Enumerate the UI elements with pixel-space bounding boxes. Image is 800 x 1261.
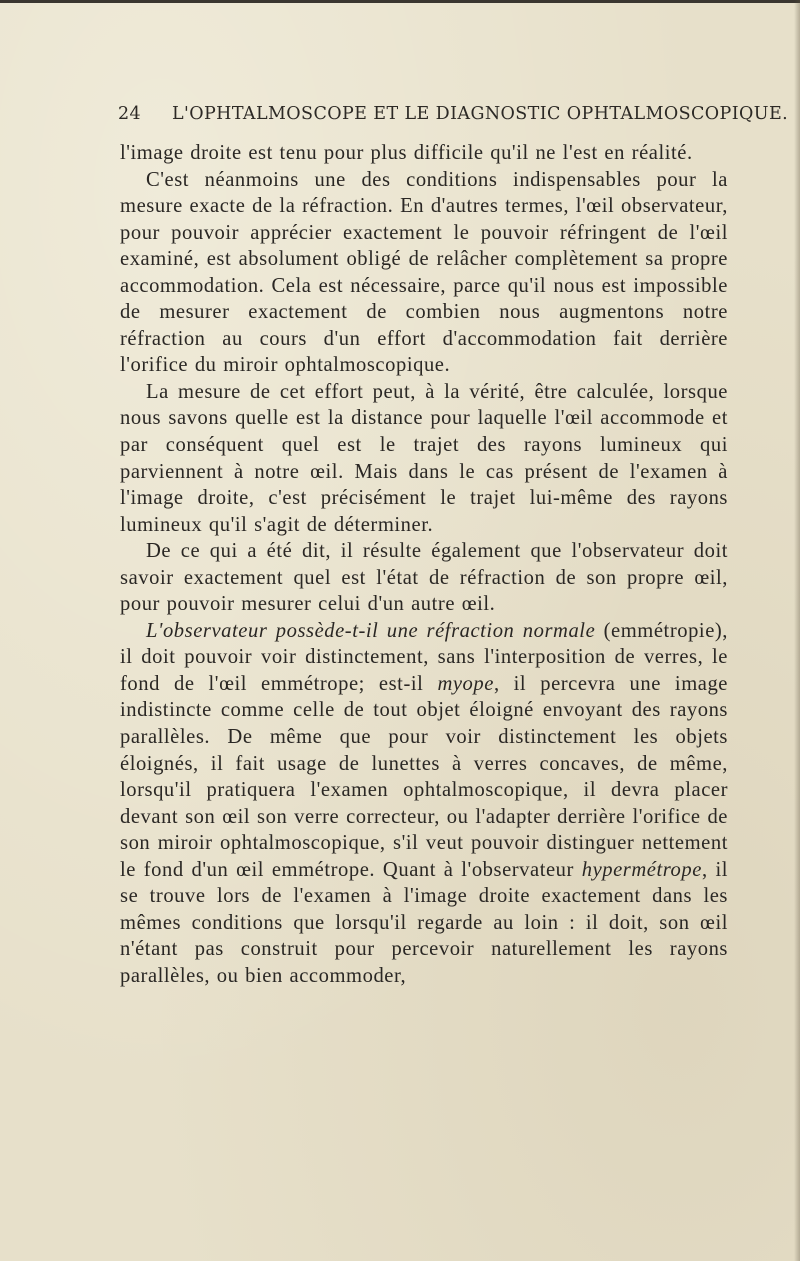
running-header bbox=[118, 104, 789, 130]
text-segment: , il percevra une image indistincte comme celle de tout objet éloigné envoyant des rayons parallèles. De même que pour voir distinctement les objets éloignés, il fait usage de lunettes à verres concaves, de même, lorsqu'il pratiquera l'examen ophtalmoscopique, il devra placer devant son œil son verre correcteur, ou l'adapter derrière l'orifice de son miroir ophtalmoscopique, s'il veut pouvoir distinguer nettement le fond d'un œil emmétrope. Quant à l'observateur bbox=[120, 672, 728, 881]
italic-myope: myope bbox=[437, 672, 494, 695]
paragraph-effort-measure: La mesure de cet effort peut, à la vérité, être calculée, lorsque nous savons quelle est la distance pour laquelle l'œil accommode et par conséquent quel est le trajet des rayons lumineux qui parviennent à notre œil. Mais dans le cas présent de l'examen à l'image droite, c'est précisément le trajet lui-même des rayons lumineux qu'il s'agit de déterminer. bbox=[120, 380, 728, 536]
paragraph-continued: l'image droite est tenu pour plus difficile qu'il ne l'est en réalité. bbox=[120, 142, 693, 164]
italic-hypermetrope: hypermétrope bbox=[581, 858, 702, 881]
running-title: L'OPHTALMOSCOPE ET LE DIAGNOSTIC OPHTALMOSCOPIQUE. bbox=[172, 104, 789, 124]
text-segment: (emmétropie), il doit pouvoir voir distinctement, sans l'interposition de verres, le fond de l'œil emmétrope; est-il bbox=[120, 619, 728, 695]
paragraph-accommodation: C'est néanmoins une des conditions indispensables pour la mesure exacte de la réfraction. En d'autres termes, l'œil observateur, pour pouvoir apprécier exactement le pouvoir réfringent de l'œil examiné, est absolument obligé de relâcher complètement sa propre accommodation. Cela est nécessaire, parce qu'il nous est impossible de mesurer exactement de combien nous augmentons notre réfraction au cours d'un effort d'accommodation fait derrière l'orifice du miroir ophtalmoscopique. bbox=[120, 168, 728, 377]
body-text bbox=[120, 140, 728, 990]
page-right-edge-shadow bbox=[794, 0, 800, 1261]
italic-emmetropia-phrase: L'observateur possède-t-il une réfraction normale bbox=[146, 619, 596, 642]
text-segment: , il se trouve lors de l'examen à l'image droite exactement dans les mêmes conditions que lorsqu'il regarde au loin : il doit, son œil n'étant pas construit pour percevoir naturellement les rayons parallèles, ou bien accommoder, bbox=[120, 858, 728, 987]
paragraph-observer-refraction: De ce qui a été dit, il résulte également que l'observateur doit savoir exactement quel est l'état de réfraction de son propre œil, pour pouvoir mesurer celui d'un autre œil. bbox=[120, 540, 728, 616]
page-top-edge bbox=[0, 0, 800, 3]
page-number: 24 bbox=[118, 104, 142, 124]
paragraph-observer-types bbox=[120, 618, 728, 990]
